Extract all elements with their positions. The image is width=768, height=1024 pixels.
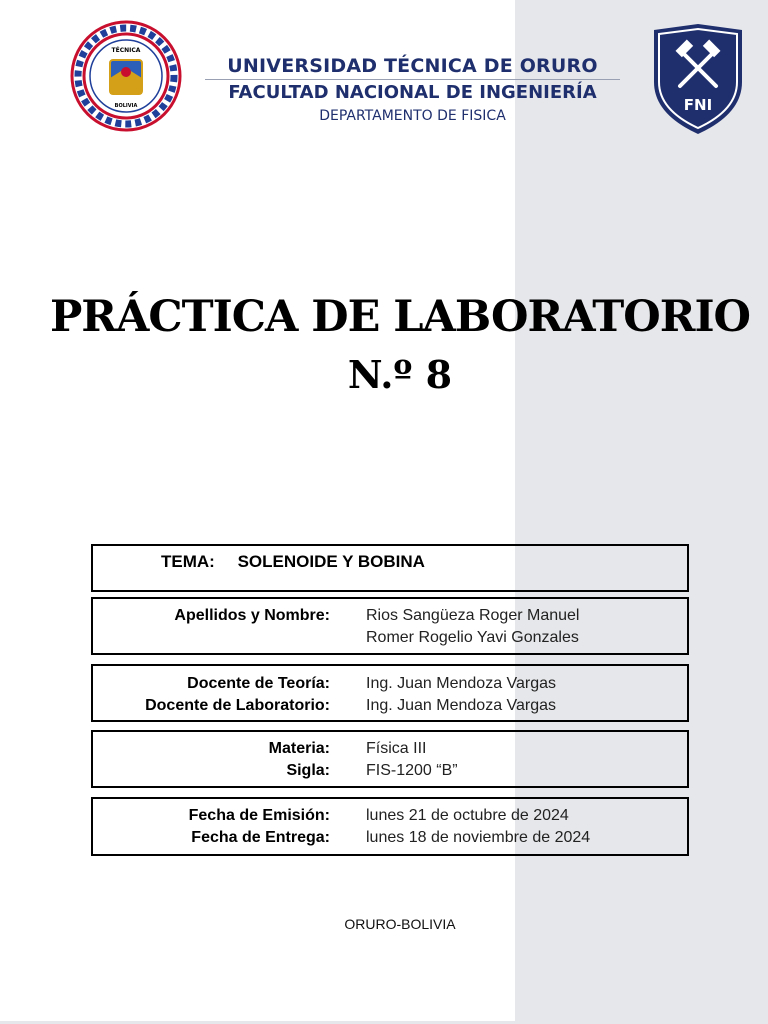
due-date-label: Fecha de Entrega:	[191, 829, 330, 846]
teachers-box	[91, 664, 689, 722]
due-date-value: lunes 18 de noviembre de 2024	[366, 829, 591, 846]
lab-teacher-value: Ing. Juan Mendoza Vargas	[366, 697, 557, 714]
university-name: UNIVERSIDAD TÉCNICA DE ORURO	[227, 55, 598, 77]
student-name-1: Rios Sangüeza Roger Manuel	[366, 607, 580, 624]
practice-number: N.º 8	[347, 352, 453, 397]
theory-teacher-label: Docente de Teoría:	[187, 675, 330, 692]
issue-date-label: Fecha de Emisión:	[188, 807, 330, 824]
course-code-value: FIS-1200 “B”	[366, 762, 458, 779]
fni-shield-logo	[650, 22, 746, 136]
topic-box	[91, 544, 689, 592]
theory-teacher-value: Ing. Juan Mendoza Vargas	[366, 675, 557, 692]
issue-date-value: lunes 21 de octubre de 2024	[366, 807, 569, 824]
student-name-2: Romer Rogelio Yavi Gonzales	[366, 629, 579, 646]
fni-logo-text: FNI	[683, 96, 713, 114]
topic-label: TEMA:	[161, 552, 215, 571]
document-title: PRÁCTICA DE LABORATORIO	[49, 292, 751, 342]
faculty-name: FACULTAD NACIONAL DE INGENIERÍA	[228, 82, 597, 103]
course-box	[91, 730, 689, 788]
lab-teacher-label: Docente de Laboratorio:	[145, 697, 330, 714]
department-name: DEPARTAMENTO DE FISICA	[319, 108, 506, 124]
location-footer: ORURO-BOLIVIA	[344, 916, 456, 932]
seal-top-text: TÉCNICA	[111, 47, 141, 54]
course-code-label: Sigla:	[286, 762, 330, 779]
course-value: Física III	[366, 740, 427, 757]
course-label: Materia:	[268, 740, 330, 757]
students-label: Apellidos y Nombre:	[174, 607, 330, 624]
seal-bottom-text: BOLIVIA	[114, 103, 138, 109]
header-divider	[205, 79, 620, 80]
institution-header	[205, 54, 620, 126]
topic-value: SOLENOIDE Y BOBINA	[237, 552, 425, 571]
dates-box	[91, 797, 689, 856]
background-side-band	[515, 0, 768, 1024]
university-seal-logo	[70, 20, 182, 132]
students-box	[91, 597, 689, 655]
